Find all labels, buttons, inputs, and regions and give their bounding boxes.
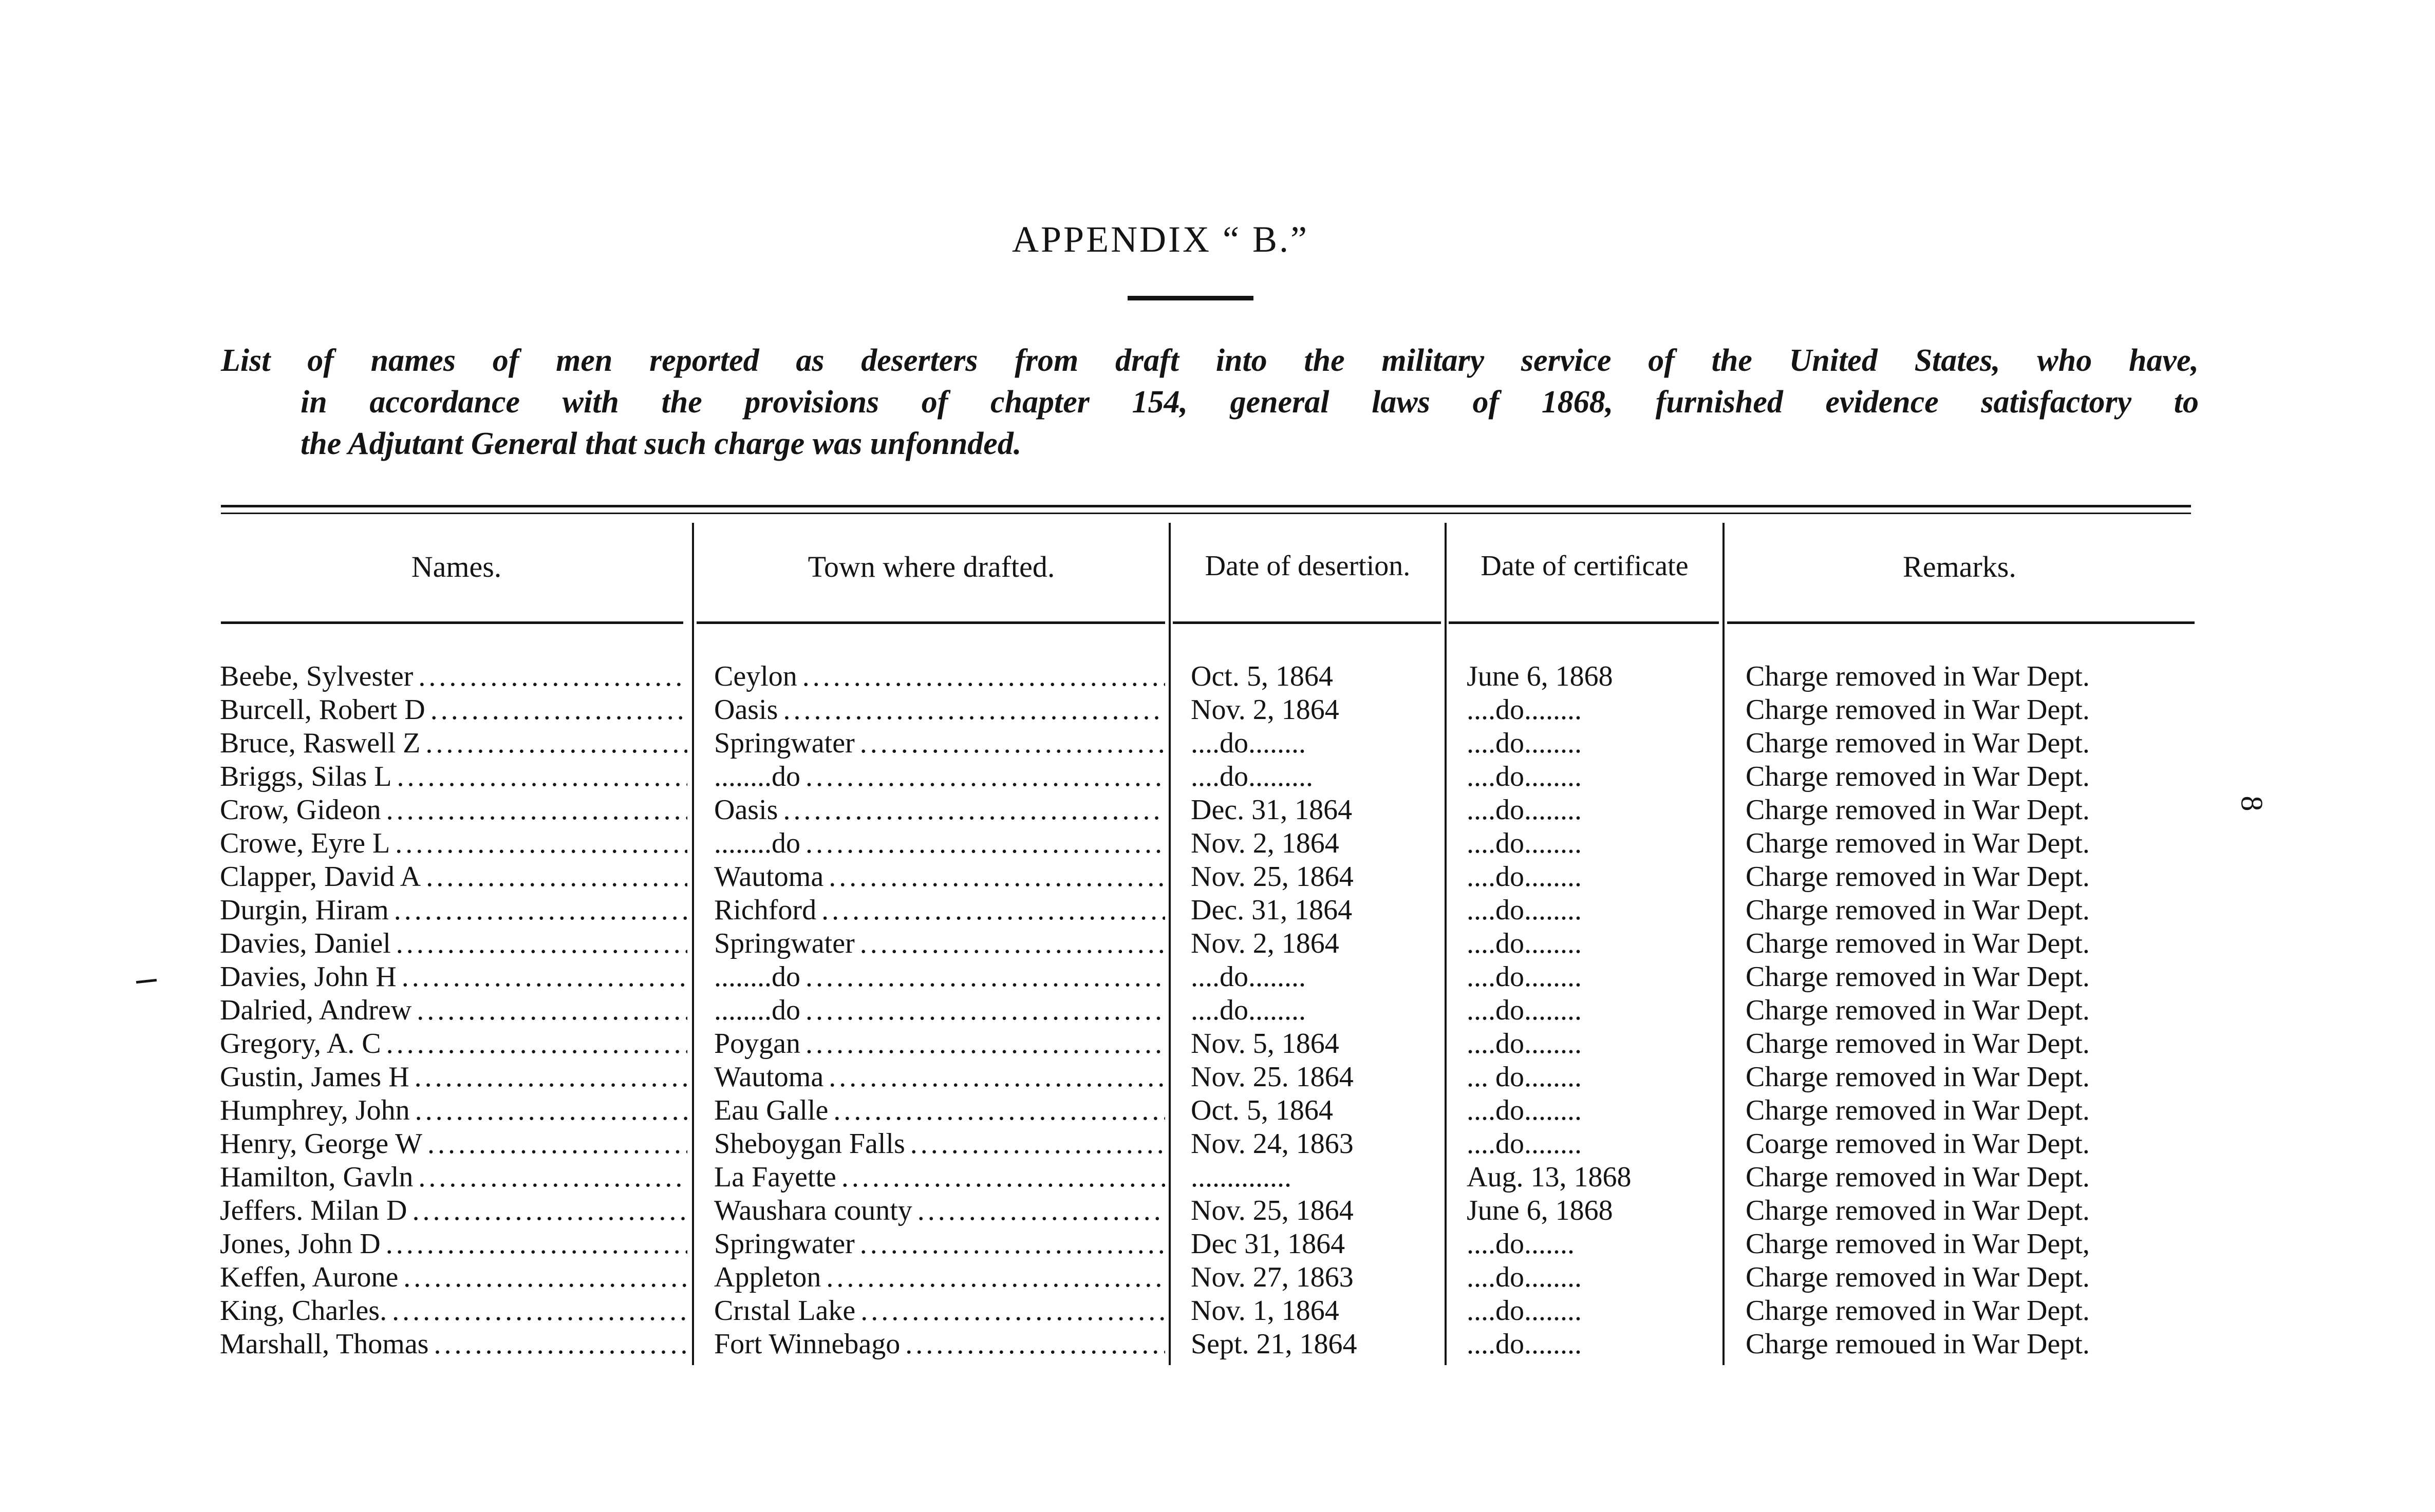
cell-certificate: ....do........ [1467, 1261, 1582, 1293]
cell-certificate: June 6, 1868 [1467, 660, 1613, 692]
page-title: APPENDIX “ B.” [1012, 219, 1309, 260]
cell-certificate: ....do........ [1467, 861, 1582, 893]
cell-desertion: Sept. 21, 1864 [1191, 1328, 1357, 1360]
table-row [0, 994, 2435, 1027]
caption-line-3: the Adjutant General that such charge was unfonnded. [301, 426, 1022, 461]
cell-name: Bruce, Raswell Z . . . [220, 727, 687, 760]
table-row [0, 1027, 2435, 1061]
cell-town: Poygan . . . [714, 1027, 1165, 1061]
header-rule [221, 621, 683, 624]
cell-town: Eau Galle . . . [714, 1094, 1165, 1127]
cell-certificate: ....do........ [1467, 961, 1582, 993]
cell-desertion: Oct. 5, 1864 [1191, 1094, 1333, 1126]
column-header-remarks: Remarks. [1903, 550, 2016, 583]
table-row [0, 1194, 2435, 1227]
cell-town: ........do . . . [714, 994, 1165, 1027]
cell-remarks: Charge removed in War Dept. [1746, 861, 2090, 893]
cell-remarks: Charge removed in War Dept. [1746, 1195, 2090, 1226]
cell-remarks: Charge removed in War Dept. [1746, 694, 2090, 726]
table-row [0, 1094, 2435, 1127]
cell-remarks: Charge removed in War Dept. [1746, 1261, 2090, 1293]
cell-certificate: ....do........ [1467, 1295, 1582, 1327]
cell-desertion: Nov. 5, 1864 [1191, 1028, 1339, 1060]
header-rule [1449, 621, 1719, 624]
cell-town: La Fayette . . . [714, 1161, 1165, 1194]
cell-town: Springwater . . . [714, 927, 1165, 960]
cell-town: Crıstal Lake . . . [714, 1294, 1165, 1328]
cell-name: Henry, George W . . . [220, 1127, 687, 1161]
table-row [0, 960, 2435, 994]
table-row [0, 793, 2435, 827]
cell-remarks: Charge removed in War Dept. [1746, 961, 2090, 993]
page-number: 8 [2235, 796, 2269, 811]
cell-desertion: .............. [1191, 1161, 1291, 1193]
table-row [0, 1328, 2435, 1361]
table-row [0, 1061, 2435, 1094]
cell-certificate: ....do....... [1467, 1228, 1575, 1260]
cell-certificate: ....do........ [1467, 1328, 1582, 1360]
cell-name: Gustin, James H . . . [220, 1061, 687, 1094]
cell-certificate: ....do........ [1467, 694, 1582, 726]
table-row [0, 927, 2435, 960]
cell-certificate: June 6, 1868 [1467, 1195, 1613, 1226]
cell-remarks: Charge removed in War Dept. [1746, 761, 2090, 792]
table-row [0, 660, 2435, 693]
table-top-rule-thin [221, 513, 2191, 514]
cell-remarks: Charge removed in War Dept. [1746, 827, 2090, 859]
table-row [0, 693, 2435, 727]
cell-desertion: Dec 31, 1864 [1191, 1228, 1345, 1260]
cell-remarks: Charge removed in War Dept. [1746, 660, 2090, 692]
cell-name: Burcell, Robert D . . . [220, 693, 687, 727]
cell-desertion: ....do........ [1191, 727, 1306, 759]
table-row [0, 860, 2435, 894]
table-row [0, 1127, 2435, 1161]
cell-name: Dalried, Andrew . . . [220, 994, 687, 1027]
cell-town: Oasis . . . [714, 793, 1165, 827]
cell-name: Davies, Daniel . . . [220, 927, 687, 960]
cell-name: Marshall, Thomas . . . [220, 1328, 687, 1361]
cell-desertion: Nov. 2, 1864 [1191, 827, 1339, 859]
table-row [0, 1161, 2435, 1194]
cell-name: Briggs, Silas L . . . [220, 760, 687, 793]
cell-remarks: Charge removed in War Dept. [1746, 1094, 2090, 1126]
cell-name: Keffen, Aurone . . . [220, 1261, 687, 1294]
cell-certificate: ....do........ [1467, 1028, 1582, 1060]
cell-certificate: ....do........ [1467, 794, 1582, 826]
cell-remarks: Charge remoued in War Dept. [1746, 1328, 2090, 1360]
cell-certificate: ....do........ [1467, 894, 1582, 926]
cell-certificate: ....do........ [1467, 1128, 1582, 1160]
cell-name: Beebe, Sylvester . . . [220, 660, 687, 693]
cell-desertion: Nov. 25, 1864 [1191, 1195, 1354, 1226]
header-rule [1173, 621, 1441, 624]
table-caption [221, 340, 2199, 465]
cell-town: ........do . . . [714, 760, 1165, 793]
cell-town: Appleton . . . [714, 1261, 1165, 1294]
cell-town: Richford . . . [714, 894, 1165, 927]
cell-remarks: Charge removed in War Dept. [1746, 1161, 2090, 1193]
cell-name: Hamilton, Gavln . . . [220, 1161, 687, 1194]
column-header-names: Names. [411, 550, 502, 583]
caption-line-2: in accordance with the provisions of chapter 154, general laws of 1868, furnished evidence satisfactory to [301, 385, 2199, 420]
cell-town: Springwater . . . [714, 1227, 1165, 1261]
cell-desertion: Nov. 24, 1863 [1191, 1128, 1354, 1160]
cell-certificate: ....do........ [1467, 994, 1582, 1026]
cell-desertion: Oct. 5, 1864 [1191, 660, 1333, 692]
cell-town: Wautoma . . . [714, 1061, 1165, 1094]
cell-town: Oasis . . . [714, 693, 1165, 727]
table-row [0, 1294, 2435, 1328]
cell-remarks: Charge removed in War Dept. [1746, 928, 2090, 959]
cell-certificate: ....do........ [1467, 928, 1582, 959]
cell-town: Waushara county . . . [714, 1194, 1165, 1227]
table-row [0, 727, 2435, 760]
cell-name: Crowe, Eyre L . . . [220, 827, 687, 860]
cell-name: Jeffers. Milan D . . . [220, 1194, 687, 1227]
table-row [0, 760, 2435, 793]
cell-name: Humphrey, John . . . [220, 1094, 687, 1127]
cell-remarks: Coarge removed in War Dept. [1746, 1128, 2090, 1160]
cell-remarks: Charge removed in War Dept, [1746, 1228, 2090, 1260]
title-underline [1128, 296, 1253, 300]
cell-desertion: Dec. 31, 1864 [1191, 794, 1353, 826]
table-body [0, 660, 2435, 1361]
cell-desertion: ....do........ [1191, 961, 1306, 993]
cell-name: Davies, John H . . . [220, 960, 687, 994]
cell-certificate: ....do........ [1467, 727, 1582, 759]
cell-desertion: ....do........ [1191, 994, 1306, 1026]
cell-name: Clapper, David A . . . [220, 860, 687, 894]
cell-remarks: Charge removed in War Dept. [1746, 1295, 2090, 1327]
cell-remarks: Charge removed in War Dept. [1746, 1028, 2090, 1060]
cell-name: Durgin, Hiram . . . [220, 894, 687, 927]
column-header-desertion: Date of desertion. [1205, 550, 1411, 582]
cell-certificate: ....do........ [1467, 761, 1582, 792]
cell-certificate: Aug. 13, 1868 [1467, 1161, 1632, 1193]
header-rule [697, 621, 1165, 624]
cell-remarks: Charge removed in War Dept. [1746, 1061, 2090, 1093]
cell-town: ........do . . . [714, 827, 1165, 860]
cell-certificate: ....do........ [1467, 827, 1582, 859]
cell-town: Springwater . . . [714, 727, 1165, 760]
column-header-town: Town where drafted. [808, 550, 1055, 583]
cell-certificate: ....do........ [1467, 1094, 1582, 1126]
cell-town: Sheboygan Falls . . . [714, 1127, 1165, 1161]
cell-desertion: Dec. 31, 1864 [1191, 894, 1353, 926]
cell-name: Crow, Gideon . . . [220, 793, 687, 827]
cell-remarks: Charge removed in War Dept. [1746, 794, 2090, 826]
table-row [0, 1261, 2435, 1294]
cell-town: Fort Winnebago . . . [714, 1328, 1165, 1361]
cell-town: Wautoma . . . [714, 860, 1165, 894]
cell-desertion: ....do......... [1191, 761, 1313, 792]
column-header-certificate: Date of certificate [1481, 550, 1689, 582]
cell-name: King, Charles. . . . [220, 1294, 687, 1328]
cell-desertion: Nov. 25. 1864 [1191, 1061, 1354, 1093]
cell-desertion: Nov. 2, 1864 [1191, 694, 1339, 726]
cell-town: ........do . . . [714, 960, 1165, 994]
cell-name: Gregory, A. C . . . [220, 1027, 687, 1061]
caption-line-1: List of names of men reported as deserters from draft into the military service of the United States, who have, [221, 343, 2199, 378]
table-top-rule [221, 505, 2191, 507]
cell-name: Jones, John D . . . [220, 1227, 687, 1261]
table-row [0, 894, 2435, 927]
cell-desertion: Nov. 1, 1864 [1191, 1295, 1339, 1327]
cell-desertion: Nov. 2, 1864 [1191, 928, 1339, 959]
cell-desertion: Nov. 27, 1863 [1191, 1261, 1354, 1293]
cell-remarks: Charge removed in War Dept. [1746, 727, 2090, 759]
table-row [0, 827, 2435, 860]
table-row [0, 1227, 2435, 1261]
cell-remarks: Charge removed in War Dept. [1746, 994, 2090, 1026]
cell-certificate: ... do........ [1467, 1061, 1582, 1093]
header-rule [1727, 621, 2195, 624]
cell-desertion: Nov. 25, 1864 [1191, 861, 1354, 893]
cell-remarks: Charge removed in War Dept. [1746, 894, 2090, 926]
cell-town: Ceylon . . . [714, 660, 1165, 693]
